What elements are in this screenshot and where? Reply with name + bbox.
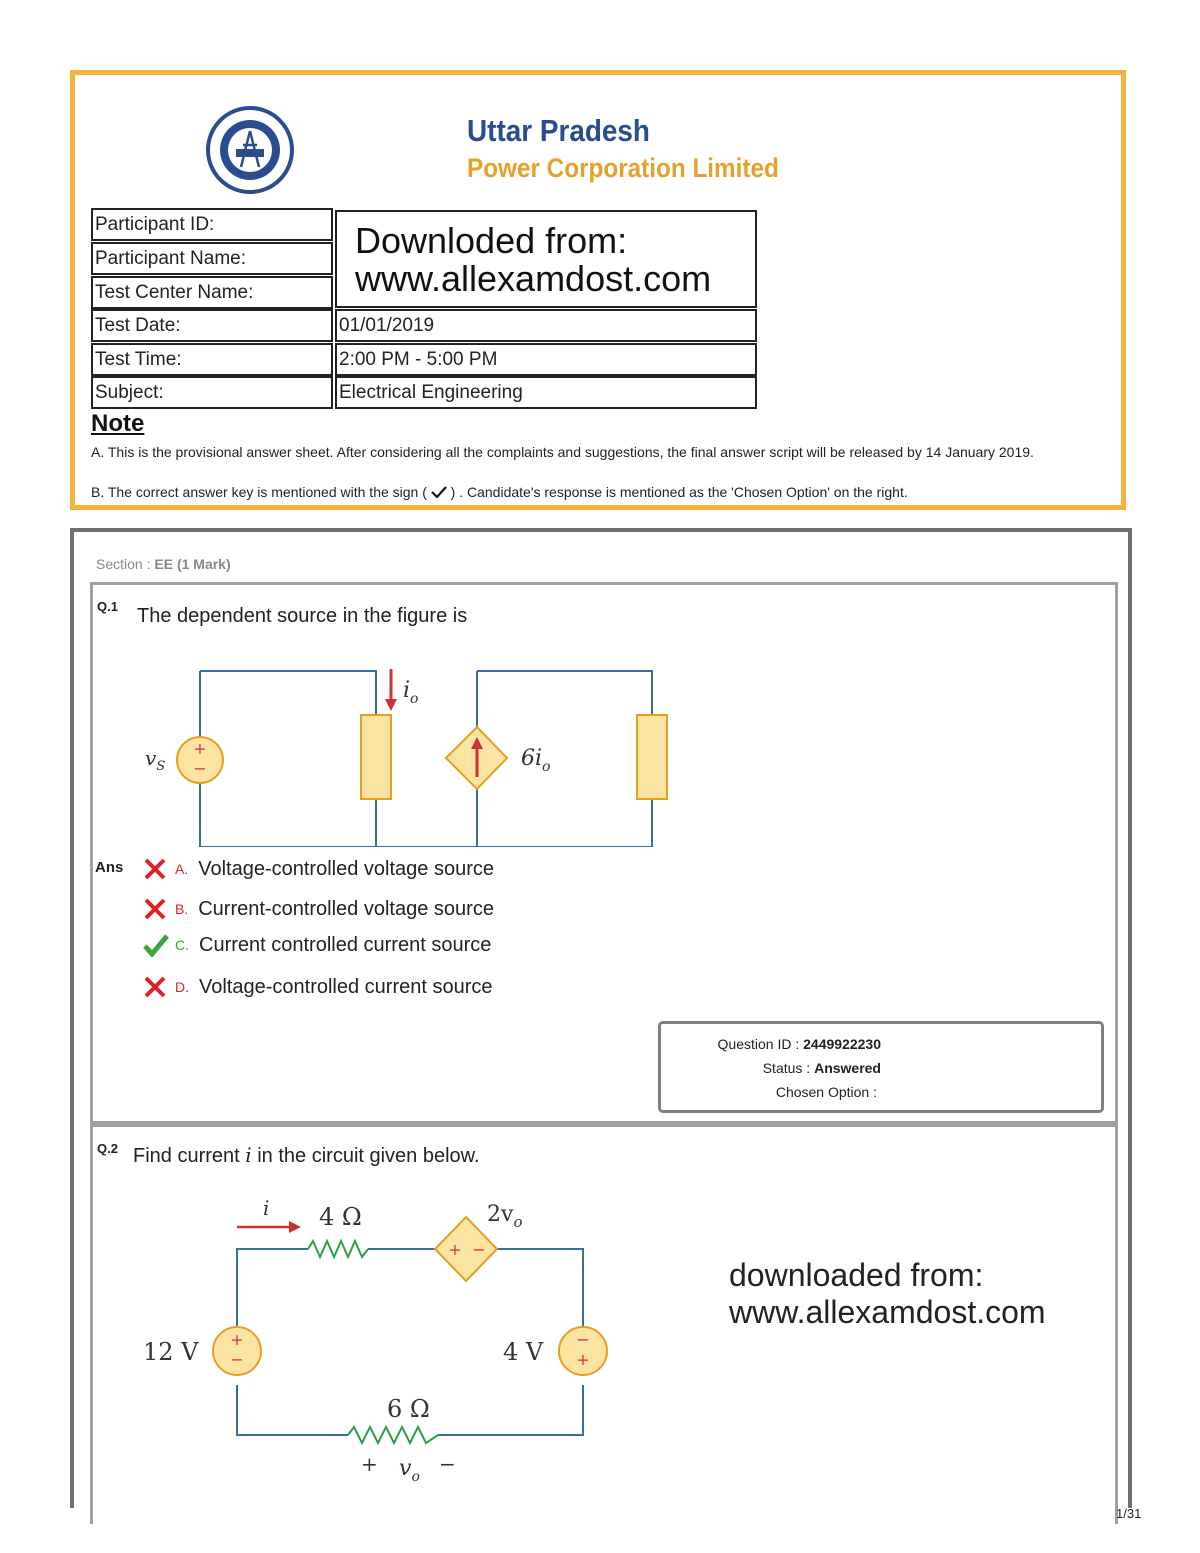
question-id: 2449922230 [803, 1036, 881, 1052]
test-date-value: 01/01/2019 [335, 309, 757, 342]
questions-panel [70, 528, 1132, 1508]
svg-text:−: − [230, 1350, 244, 1369]
question-2 [90, 1124, 1118, 1524]
org-title: Uttar Pradesh [467, 113, 650, 148]
option-letter: B. [175, 901, 189, 917]
note-a: A. This is the provisional answer sheet. After considering all the complaints and suggestions, the final answer script will be released by 14 January 2019. [91, 444, 1034, 460]
question-1 [90, 582, 1118, 1124]
note-b [91, 483, 1101, 501]
question-text: Find current i in the circuit given below. [133, 1143, 480, 1167]
cross-icon [143, 975, 167, 999]
vs-label: $v_S$ [145, 746, 166, 774]
vo-label: $v_o$ [399, 1456, 420, 1485]
page-number: 1/31 [1116, 1506, 1142, 1521]
status-row: Status : Answered [762, 1060, 881, 1076]
q1-circuit-figure [133, 647, 693, 847]
option-text: Voltage-controlled current source [199, 975, 493, 998]
option-text: Voltage-controlled voltage source [198, 857, 494, 880]
test-date-label: Test Date: [91, 309, 333, 342]
option-letter: A. [175, 861, 189, 877]
cross-icon [143, 897, 167, 921]
test-time-label: Test Time: [91, 343, 333, 376]
vo-minus: − [439, 1452, 456, 1476]
subject-label: Subject: [91, 376, 333, 409]
checkmark-icon [431, 486, 447, 498]
download-line2: www.allexamdost.com [355, 258, 712, 299]
dependent-source-label: $2v_o$ [487, 1202, 523, 1231]
option-letter: C. [175, 937, 189, 953]
download-watermark-2: downloaded from: www.allexamdost.com [729, 1257, 1046, 1330]
io-label: $i_o$ [403, 678, 419, 707]
note-b-before: B. The correct answer key is mentioned with the sign ( [91, 484, 427, 500]
vo-plus: + [361, 1452, 378, 1476]
question-number: Q.1 [97, 599, 118, 614]
option-d [143, 975, 493, 999]
download-line1: Downloded from: [355, 220, 628, 261]
q2-circuit-figure [133, 1185, 673, 1485]
svg-text:−: − [472, 1240, 486, 1259]
org-subtitle: Power Corporation Limited [467, 153, 779, 183]
option-b [143, 897, 494, 921]
current-i-label: i [263, 1196, 270, 1220]
section-name: EE (1 Mark) [154, 556, 231, 572]
resistor-4-label: 4 Ω [319, 1203, 362, 1231]
svg-text:+: + [448, 1240, 462, 1259]
status-value: Answered [814, 1060, 881, 1076]
ans-label: Ans [95, 859, 124, 876]
option-text: Current-controlled voltage source [198, 897, 494, 920]
question-number: Q.2 [97, 1141, 118, 1156]
participant-id-label: Participant ID: [91, 208, 333, 241]
subject-value: Electrical Engineering [335, 376, 757, 409]
cross-icon [143, 857, 167, 881]
uppcl-logo [205, 105, 295, 195]
option-text: Current controlled current source [199, 933, 492, 956]
source-12v-label: 12 V [143, 1338, 199, 1366]
svg-text:+: + [230, 1330, 244, 1349]
resistor-6-label: 6 Ω [387, 1395, 430, 1423]
question-status-box [658, 1021, 1104, 1113]
svg-text:−: − [193, 759, 207, 778]
svg-text:+: + [193, 739, 207, 758]
test-time-value: 2:00 PM - 5:00 PM [335, 343, 757, 376]
download-watermark [335, 210, 757, 308]
dependent-source-label: $6i_o$ [521, 746, 551, 775]
note-b-after: ) . Candidate's response is mentioned as the 'Chosen Option' on the right. [450, 484, 908, 500]
question-text: The dependent source in the figure is [137, 605, 468, 627]
note-title: Note [91, 410, 145, 437]
source-4v-label: 4 V [503, 1338, 544, 1366]
question-id-row: Question ID : 2449922230 [717, 1036, 881, 1052]
header-box [70, 70, 1126, 510]
option-c [143, 933, 491, 957]
svg-text:+: + [576, 1350, 590, 1369]
chosen-option-row: Chosen Option : [775, 1084, 877, 1100]
section-label: Section : EE (1 Mark) [96, 556, 231, 572]
test-center-label: Test Center Name: [91, 276, 333, 309]
option-letter: D. [175, 979, 189, 995]
svg-text:−: − [576, 1330, 590, 1349]
participant-name-label: Participant Name: [91, 242, 333, 275]
checkmark-icon [143, 933, 169, 957]
option-a [143, 857, 494, 881]
